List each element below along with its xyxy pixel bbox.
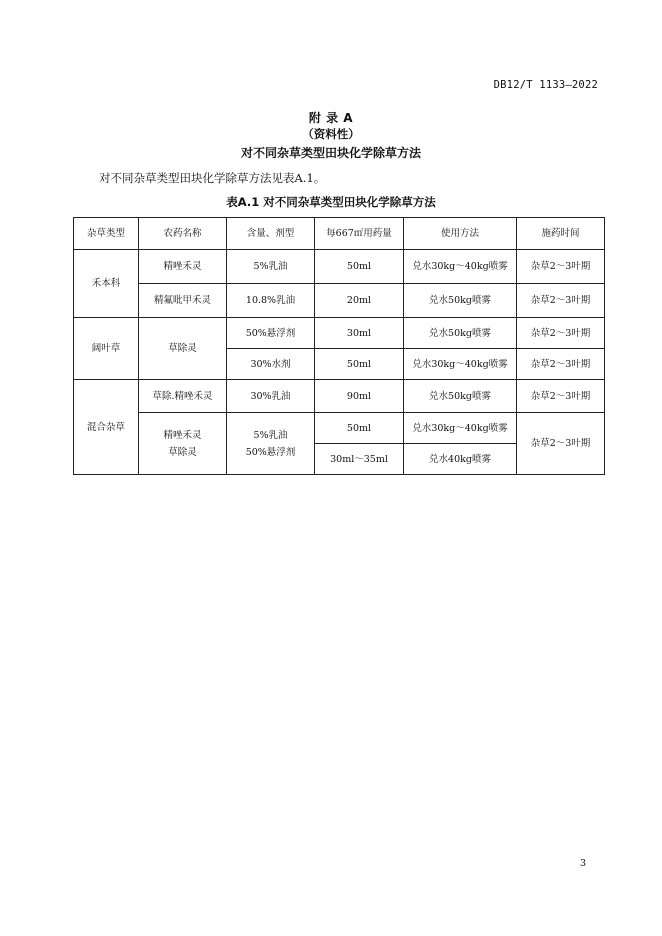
header-cell: 每667㎡用药量	[315, 218, 404, 250]
dosage-cell: 30ml～35ml	[315, 444, 404, 475]
formulation-cell: 30%水剂	[227, 349, 315, 380]
appendix-label: 附 录 A	[308, 111, 354, 125]
method-cell: 兑水50kg喷雾	[404, 380, 517, 413]
method-cell: 兑水50kg喷雾	[404, 318, 517, 349]
appendix-nature: （资料性）	[302, 127, 360, 141]
formulation-line: 50%悬浮剂	[245, 446, 296, 458]
method-cell: 兑水50kg喷雾	[404, 284, 517, 318]
header-cell: 施药时间	[517, 218, 605, 250]
method-cell: 兑水40kg喷雾	[404, 444, 517, 475]
table-row	[74, 413, 605, 444]
formulation-cell: 5%乳油	[227, 250, 315, 284]
dosage-cell: 50ml	[315, 349, 404, 380]
document-code: DB12/T 1133—2022	[493, 79, 598, 91]
timing-cell: 杂草2～3叶期	[517, 349, 605, 380]
appendix-title: 对不同杂草类型田块化学除草方法	[240, 146, 421, 160]
header-cell: 杂草类型	[74, 218, 139, 250]
formulation-cell: 10.8%乳油	[227, 284, 315, 318]
dosage-cell: 90ml	[315, 380, 404, 413]
pesticide-cell: 草除灵	[139, 318, 227, 380]
header-cell: 农药名称	[139, 218, 227, 250]
pesticide-line: 草除灵	[168, 446, 197, 458]
pesticide-cell: 精氟吡甲禾灵	[139, 284, 227, 318]
weed-type-cell: 禾本科	[74, 250, 139, 318]
dosage-cell: 20ml	[315, 284, 404, 318]
table-row	[74, 318, 605, 349]
table-row	[74, 380, 605, 413]
page-number: 3	[580, 858, 587, 869]
pesticide-cell	[139, 413, 227, 475]
pesticide-cell: 精唑禾灵	[139, 250, 227, 284]
weed-type-cell: 阔叶草	[74, 318, 139, 380]
formulation-cell	[227, 413, 315, 475]
timing-cell: 杂草2～3叶期	[517, 380, 605, 413]
formulation-cell: 30%乳油	[227, 380, 315, 413]
header-cell: 使用方法	[404, 218, 517, 250]
formulation-line: 5%乳油	[253, 429, 288, 441]
table-row	[74, 250, 605, 284]
dosage-cell: 30ml	[315, 318, 404, 349]
method-cell: 兑水30kg～40kg喷雾	[404, 250, 517, 284]
timing-cell: 杂草2～3叶期	[517, 250, 605, 284]
method-cell: 兑水30kg～40kg喷雾	[404, 413, 517, 444]
table-header-row	[74, 218, 605, 250]
timing-cell: 杂草2～3叶期	[517, 413, 605, 475]
table-row	[74, 284, 605, 318]
formulation-cell: 50%悬浮剂	[227, 318, 315, 349]
header-cell: 含量、剂型	[227, 218, 315, 250]
pesticide-line: 精唑禾灵	[163, 429, 202, 441]
pesticide-cell: 草除.精唑禾灵	[139, 380, 227, 413]
intro-paragraph: 对不同杂草类型田块化学除草方法见表A.1。	[99, 171, 326, 185]
table-caption: 表A.1 对不同杂草类型田块化学除草方法	[226, 195, 436, 209]
dosage-cell: 50ml	[315, 413, 404, 444]
timing-cell: 杂草2～3叶期	[517, 318, 605, 349]
weed-type-cell: 混合杂草	[74, 380, 139, 475]
herbicide-table	[73, 217, 605, 475]
dosage-cell: 50ml	[315, 250, 404, 284]
method-cell: 兑水30kg～40kg喷雾	[404, 349, 517, 380]
timing-cell: 杂草2～3叶期	[517, 284, 605, 318]
